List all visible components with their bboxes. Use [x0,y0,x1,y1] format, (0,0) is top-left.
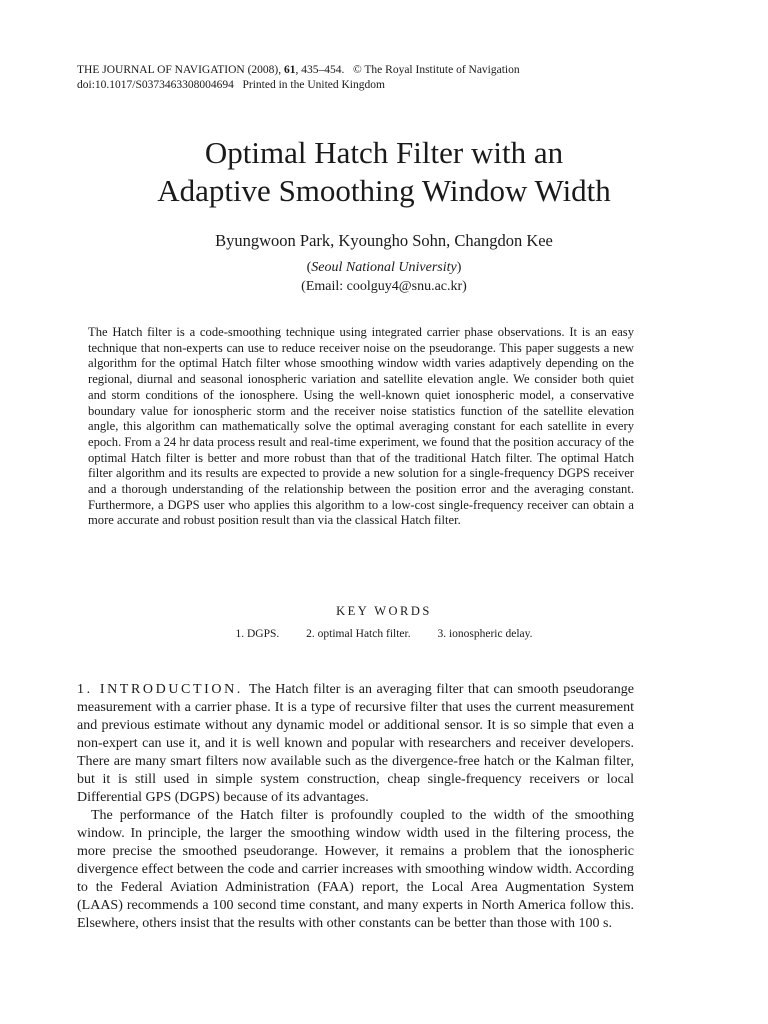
author-email: (Email: coolguy4@snu.ac.kr) [301,279,467,294]
journal-copyright: © The Royal Institute of Navigation [353,64,520,76]
paper-title [0,134,768,210]
keywords-list [0,628,768,640]
printed-location: Printed in the United Kingdom [242,79,385,91]
paragraph: The performance of the Hatch filter is profoundly coupled to the width of the smoothing window. In principle, the larger the smoothing window width used in the filtering process, the more precise the smoothed pseudorange. However, it remains a problem that the ionospheric divergence effect between the code and carrier increases with smoothing window width. According to the Federal Aviation Administration (FAA) report, the Local Area Augmentation System (LAAS) recommends a 100 second time constant, and many experts in North America follow this. Elsewhere, others insist that the results with other constants can be better than those with 100 s. [77,808,634,931]
body-text [77,681,634,933]
paragraph [77,681,634,807]
journal-volume: 61 [284,64,296,76]
title-line-1: Optimal Hatch Filter with an [204,135,564,170]
keywords-heading: KEY WORDS [336,604,432,618]
author-list: Byungwoon Park, Kyoungho Sohn, Changdon Kee [215,231,553,250]
section-heading: 1. INTRODUCTION. [77,682,243,697]
journal-pages: , 435–454. [295,64,345,76]
paragraph-text: The Hatch filter is an averaging filter that can smooth pseudorange measurement with a carrier phase. It is a type of recursive filter that uses the current measurement and previous estimate without any dynamic model or additional sensor. It is so simple that even a non-expert can use it, and it is well known and popular with researchers and receiver developers. There are many smart filters now available such as the divergence-free hatch or the Kalman filter, but it is still used in simple system construction, cheap single-frequency receivers or local Differential GPS (DGPS) because of its advantages. [77,682,634,805]
journal-citation-line [77,63,520,78]
keyword-item: 1. DGPS. [235,628,280,640]
title-line-2: Adaptive Smoothing Window Width [157,173,611,208]
affiliation: (Seoul National University) (Email: coolguy4@snu.ac.kr) [0,258,768,296]
journal-name: THE JOURNAL OF NAVIGATION (2008), [77,64,282,76]
abstract: The Hatch filter is a code-smoothing technique using integrated carrier phase observations. It is an easy technique that non-experts can use to reduce receiver noise on the pseudorange. This paper suggests a new algorithm for the optimal Hatch filter whose smoothing window width varies adaptively depending on the regional, diurnal and seasonal ionospheric variation and satellite elevation angle. We consider both quiet and storm conditions of the ionosphere. Using the well-known quiet ionospheric model, a conservative boundary value for ionospheric storm and the receiver noise statistics function of the satellite elevation angle, this algorithm can mathematically solve the optimal averaging constant for each satellite in every epoch. From a 24 hr data process result and real-time experiment, we found that the position accuracy of the optimal Hatch filter is better and more robust than that of the traditional Hatch filter. The optimal Hatch filter algorithm and its results are expected to provide a new solution for a single-frequency DGPS receiver and a thorough understanding of the relationship between the position error and the averaging constant. Furthermore, a DGPS user who applies this algorithm to a low-cost single-frequency receiver can obtain a more accurate and robust position result than via the classical Hatch filter. [88,325,634,528]
institution: Seoul National University [311,260,457,275]
doi: doi:10.1017/S0373463308004694 [77,79,234,91]
journal-doi-line [77,78,520,93]
keyword-item: 3. ionospheric delay. [437,628,533,640]
journal-header [77,63,520,93]
keyword-item: 2. optimal Hatch filter. [306,628,411,640]
